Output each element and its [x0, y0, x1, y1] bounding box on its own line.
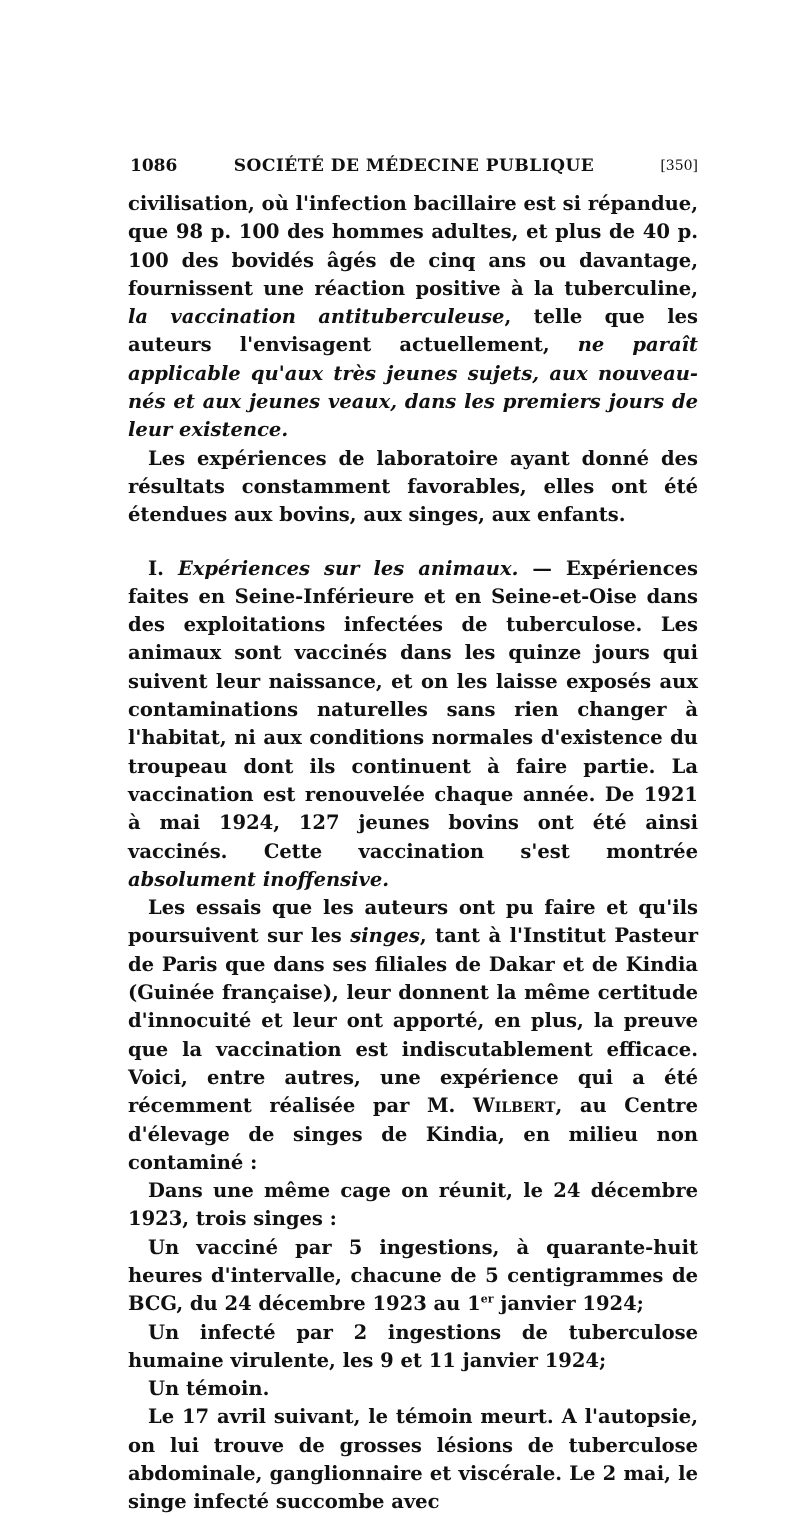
- author-name: Wilbert: [472, 1094, 556, 1118]
- section-heading: Expériences sur les animaux.: [177, 556, 519, 580]
- paragraph-cage: Dans une même cage on réunit, le 24 décembre 1923, trois singes :: [128, 1179, 698, 1231]
- superscript: er: [480, 1292, 494, 1306]
- running-header: [130, 156, 698, 182]
- text-run: , tant à l'Institut Pasteur de Paris que dans ses filiales de Dakar et de Kindia (Guinée française), leur donnent la même certitude d'innocuité et leur ont apporté, en plus, la preuve que la vaccination est indiscutablement efficace. Voici, entre autres, une expérience qui a été récemment réalisée par M.: [128, 924, 698, 1118]
- italic-run: absolument inoffensive.: [128, 867, 390, 891]
- text-run: civilisation, où l'infection bacillaire est si répandue, que 98 p. 100 des hommes adultes, et plus de 40 p. 100 des bovidés âgés de cinq ans ou davantage, fournissent une réaction positive à la tuberculine,: [128, 192, 698, 300]
- header-bracket-number: [350]: [660, 158, 698, 174]
- text-run: — Expériences faites en Seine-Inférieure et en Seine-et-Oise dans des exploitations infectées de tuberculose. Les animaux sont vaccinés dans les quinze jours qui suivent leur naissance, et on les laisse exposés aux contaminations naturelles sans rien changer à l'habitat, ni aux conditions normales d'existence du troupeau dont ils continuent à faire partie. La vaccination est renouvelée chaque année. De 1921 à mai 1924, 127 jeunes bovins ont été ainsi vaccinés. Cette vaccination s'est montrée: [128, 556, 698, 863]
- italic-run: la vaccination antituberculeuse: [128, 305, 505, 329]
- paragraph-vaccinated: [128, 1234, 698, 1319]
- italic-run: singes: [350, 924, 420, 948]
- text-run: , telle que les auteurs l'envisagent actuellement,: [128, 305, 698, 357]
- page-number: 1086: [130, 156, 178, 176]
- paragraph-animal-experiments: [128, 555, 698, 895]
- text-run: Un vacciné par 5 ingestions, à quarante-huit heures d'intervalle, chacune de 5 centigrammes de BCG, du 24 décembre 1923 au 1: [128, 1235, 698, 1316]
- paragraph-autopsy: Le 17 avril suivant, le témoin meurt. A l'autopsie, on lui trouve de grosses lésions de tuberculose abdominale, ganglionnaire et viscérale. Le 2 mai, le singe infecté succombe avec: [128, 1405, 698, 1514]
- text-run: janvier 1924;: [493, 1292, 644, 1316]
- paragraph-laboratory: Les expériences de laboratoire ayant donné des résultats constamment favorables, elles ont été étendues aux bovins, aux singes, aux enfants.: [128, 446, 698, 527]
- text-run: , au Centre d'élevage de singes de Kindia, en milieu non contaminé :: [128, 1094, 698, 1174]
- paragraph-civilisation: [128, 190, 698, 445]
- section-number: I.: [148, 556, 178, 580]
- text-run: Les essais que les auteurs ont pu faire et qu'ils poursuivent sur les: [128, 896, 698, 948]
- paragraph-monkeys: [128, 894, 698, 1177]
- paragraph-witness: Un témoin.: [148, 1377, 270, 1401]
- section-gap: [128, 530, 698, 555]
- paragraph-infected: Un infecté par 2 ingestions de tuberculose humaine virulente, les 9 et 11 janvier 1924;: [128, 1320, 698, 1372]
- page-body: [128, 190, 698, 1517]
- italic-run: ne paraît applicable qu'aux très jeunes sujets, aux nouveau-nés et aux jeunes veaux, dans les premiers jours de leur existence.: [128, 333, 698, 442]
- header-title: SOCIÉTÉ DE MÉDECINE PUBLIQUE: [233, 156, 595, 176]
